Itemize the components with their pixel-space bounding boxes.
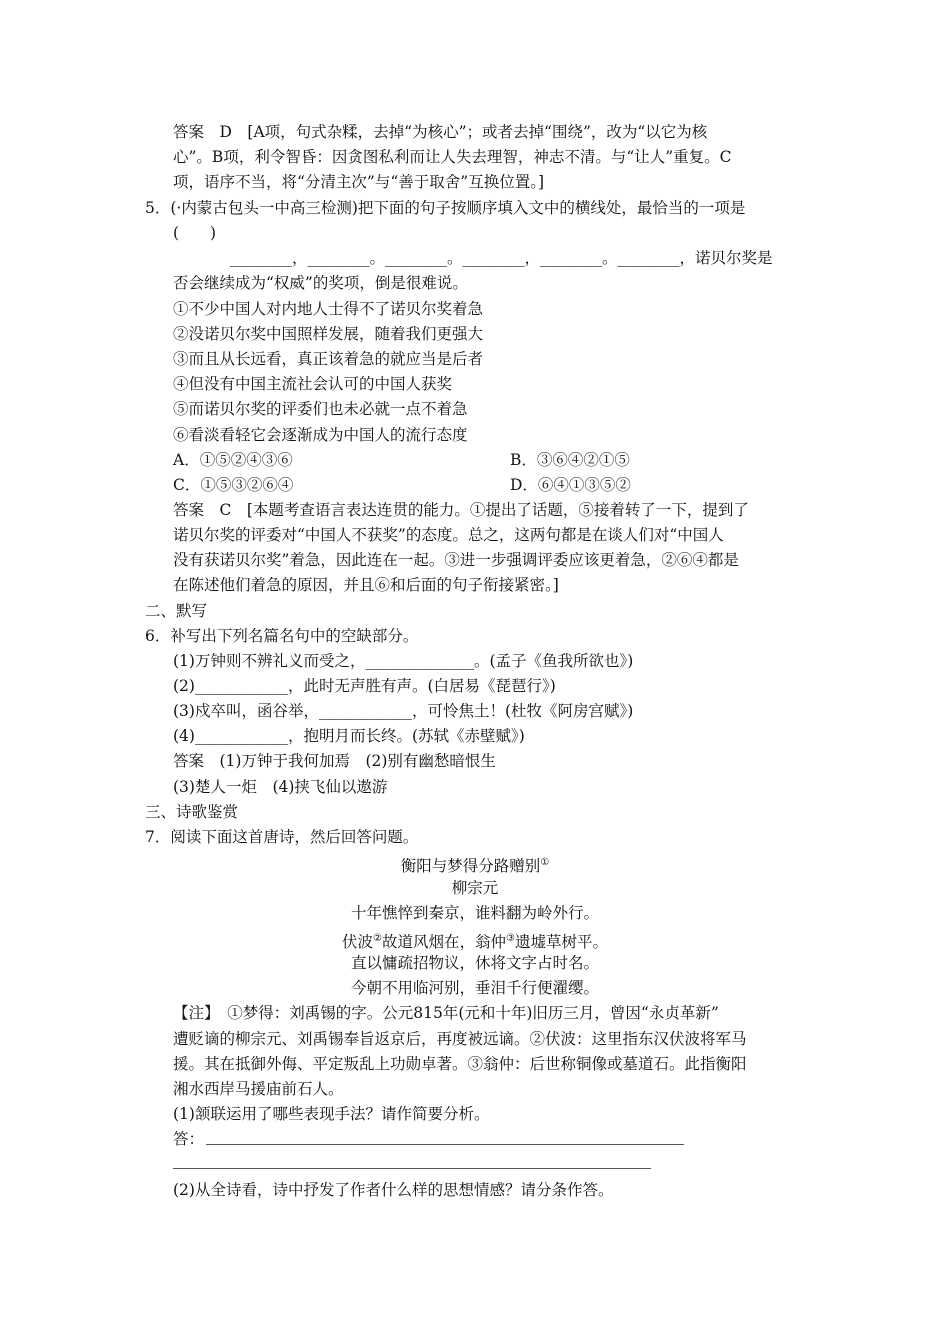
q5-option-d: D．⑥④①③⑤② [510,476,631,494]
answer-line-2 [173,1168,651,1169]
note-line-1: 【注】 ①梦得：刘禹锡的字。公元815年(元和十年)旧历三月，曾因“永贞革新” [173,1004,719,1022]
poem-line-4: 今朝不用临河别，垂泪千行便濯缨。 [350,979,599,997]
note-mark-3: ③ [506,933,515,944]
section-2-heading: 二、默写 [145,602,208,620]
q6-line-1: (1)万钟则不辨礼义而受之，______________。(孟子《鱼我所欲也》) [173,652,634,670]
section-3-heading: 三、诗歌鉴赏 [145,803,239,821]
q4-answer-line-1: 答案 D [A项，句式杂糅，去掉“为核心”；或者去掉“围绕”，改为“以它为核 [173,123,708,141]
q5-stem-paren: ( ) [173,224,217,242]
answer-label: 答： [173,1130,205,1148]
poem-author: 柳宗元 [451,879,499,897]
q5-option-c: C．①⑤③②⑥④ [173,476,294,494]
q7-sub-question-1: (1)颔联运用了哪些表现手法？请作简要分析。 [173,1105,490,1123]
q6-line-3: (3)戍卒叫，函谷举，____________，可怜焦土！(杜牧《阿房宫赋》) [173,702,634,720]
note-line-2: 遭贬谪的柳宗元、刘禹锡奉旨返京后，再度被远谪。②伏波：这里指东汉伏波将军马 [173,1030,747,1048]
q7-stem: 7．阅读下面这首唐诗，然后回答问题。 [145,828,419,846]
q6-answer-line-1: 答案 (1)万钟于我何加焉 (2)别有幽愁暗恨生 [173,752,496,770]
q5-stem: 5．(·内蒙古包头一中高三检测)把下面的句子按顺序填入文中的横线处，最恰当的一项是 [145,199,746,217]
q4-answer-line-2: 心”。B项，利令智昏：因贪图私利而让人失去理智，神志不清。与“让人”重复。C [173,148,732,166]
q5-item: ①不少中国人对内地人士得不了诺贝尔奖着急 [173,300,484,318]
note-mark-2: ② [373,933,382,944]
q6-line-2: (2)____________，此时无声胜有声。(白居易《琵琶行》) [173,677,556,695]
q5-answer-line-3: 没有获诺贝尔奖”着急，因此连在一起。③进一步强调评委应该更着急，②⑥④都是 [173,551,739,569]
q5-answer-line-4: 在陈述他们着急的原因，并且⑥和后面的句子衔接紧密。] [173,576,559,594]
q5-item: ④但没有中国主流社会认可的中国人获奖 [173,375,453,393]
q5-item: ⑥看淡看轻它会逐渐成为中国人的流行态度 [173,426,468,444]
q5-option-b: B．③⑥④②①⑤ [510,451,630,469]
q5-item: ②没诺贝尔奖中国照样发展，随着我们更强大 [173,325,484,343]
q5-option-a: A．①⑤②④③⑥ [173,451,293,469]
q5-passage-line-1: ________，________。________。________，________。________，诺贝尔奖是 [230,249,773,267]
poem-title: 衡阳与梦得分路赠别① [400,857,550,876]
note-line-4: 湘水西岸马援庙前石人。 [173,1080,344,1098]
q6-stem: 6．补写出下列名篇名句中的空缺部分。 [145,627,419,645]
poem-line-1: 十年憔悴到秦京，谁料翻为岭外行。 [350,904,599,922]
note-line-3: 援。其在抵御外侮、平定叛乱上功勋卓著。③翁仲：后世称铜像或墓道石。此指衡阳 [173,1055,747,1073]
q5-answer-line-1: 答案 C [本题考查语言表达连贯的能力。①提出了话题，⑤接着转了一下，提到了 [173,501,749,519]
answer-line-1 [206,1144,684,1145]
q5-answer-line-2: 诺贝尔奖的评委对“中国人不获奖”的态度。总之，这两句都是在谈人们对“中国人 [173,526,724,544]
q5-item: ⑤而诺贝尔奖的评委们也未必就一点不着急 [173,400,468,418]
q6-answer-line-2: (3)楚人一炬 (4)挟飞仙以遨游 [173,778,388,796]
q7-sub-question-2: (2)从全诗看，诗中抒发了作者什么样的思想情感？请分条作答。 [173,1181,614,1199]
q4-answer-line-3: 项，语序不当，将“分清主次”与“善于取舍”互换位置。] [173,173,544,191]
q6-line-4: (4)____________，抱明月而长终。(苏轼《赤壁赋》) [173,727,525,745]
poem-title-note-mark: ① [540,857,550,868]
poem-line-3: 直以慵疏招物议，休将文字占时名。 [350,954,599,972]
q5-item: ③而且从长远看，真正该着急的就应当是后者 [173,350,484,368]
poem-line-2: 伏波②故道风烟在，翁仲③遗墟草树平。 [342,933,608,952]
q5-passage-line-2: 否会继续成为“权威”的奖项，倒是很难说。 [173,274,468,292]
